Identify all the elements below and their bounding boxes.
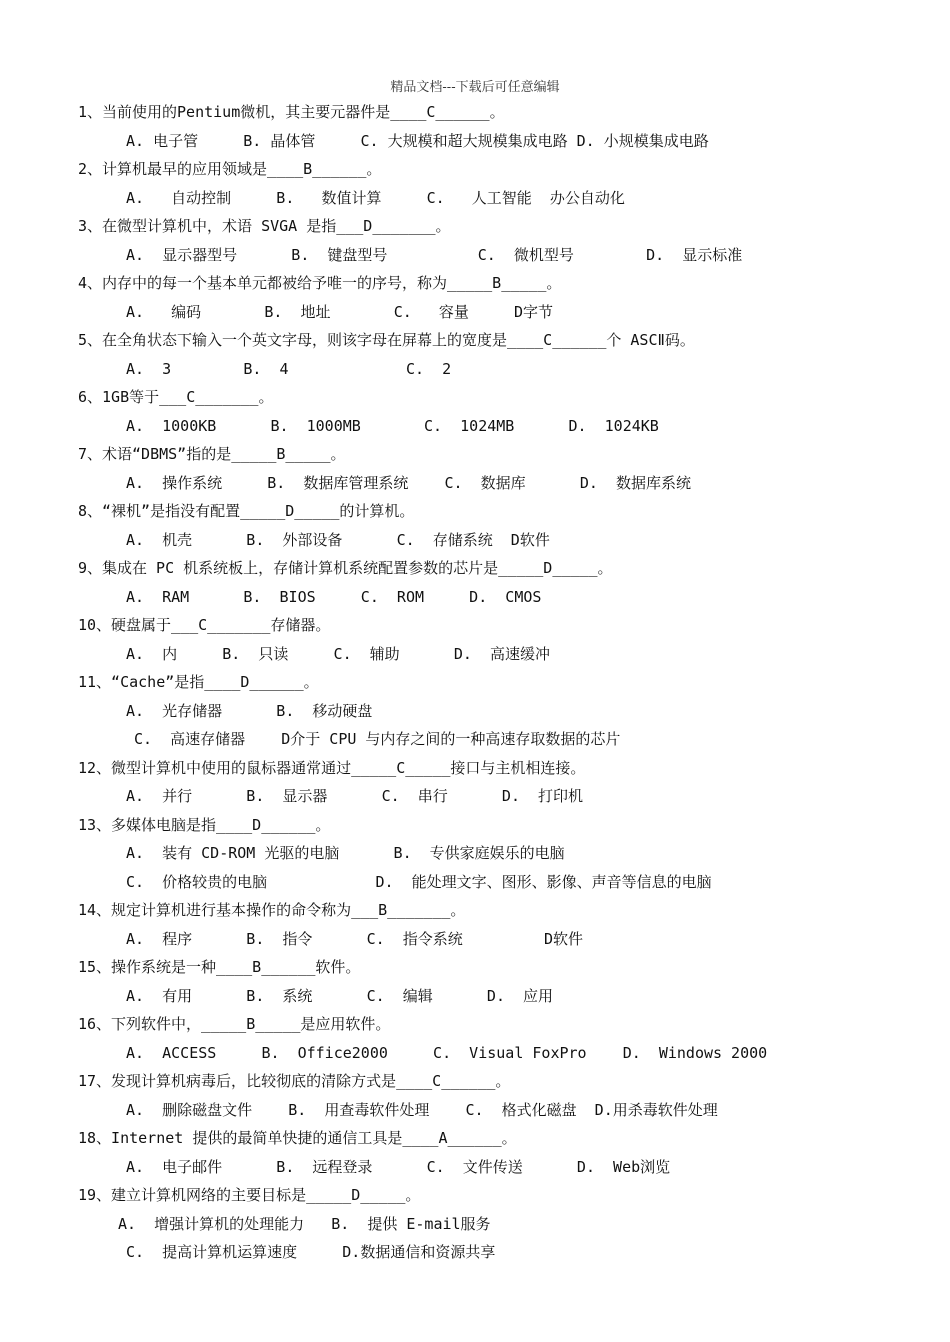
question-17: 17、发现计算机病毒后，比较彻底的清除方式是____C______。 [78, 1072, 511, 1090]
question-10: 10、硬盘属于___C_______存储器。 [78, 616, 331, 634]
options-15: A. 有用 B. 系统 C. 编辑 D. 应用 [126, 986, 554, 1005]
options-6: A. 1000KB B. 1000MB C. 1024MB D. 1024KB [126, 416, 659, 435]
question-4: 4、内存中的每一个基本单元都被给予唯一的序号，称为_____B_____。 [78, 274, 562, 292]
options-2: A. 自动控制 B. 数值计算 C. 人工智能 办公自动化 [126, 188, 625, 207]
question-12: 12、微型计算机中使用的鼠标器通常通过_____C_____接口与主机相连接。 [78, 758, 586, 777]
question-2: 2、计算机最早的应用领域是____B______。 [78, 160, 382, 178]
options-1: A. 电子管 B. 晶体管 C. 大规模和超大规模集成电路 D. 小规模集成电路 [126, 131, 709, 150]
question-5: 5、在全角状态下输入一个英文字母，则该字母在屏幕上的宽度是____C______个 ASCⅡ码。 [78, 331, 695, 349]
question-8: 8、“裸机”是指没有配置_____D_____的计算机。 [78, 502, 415, 520]
page-header: 精品文档---下载后可任意编辑 [390, 80, 560, 95]
options-13-b: C. 价格较贵的电脑 D. 能处理文字、图形、影像、声音等信息的电脑 [126, 872, 712, 891]
document-body [0, 98, 950, 1267]
options-18: A. 电子邮件 B. 远程登录 C. 文件传送 D. Web浏览 [126, 1157, 671, 1176]
question-7: 7、术语“DBMS”指的是_____B_____。 [78, 445, 346, 463]
options-9: A. RAM B. BIOS C. ROM D. CMOS [126, 587, 542, 606]
options-19-b: C. 提高计算机运算速度 D.数据通信和资源共享 [126, 1243, 496, 1261]
question-16: 16、下列软件中，_____B_____是应用软件。 [78, 1015, 391, 1033]
options-17: A. 删除磁盘文件 B. 用查毒软件处理 C. 格式化磁盘 D.用杀毒软件处理 [126, 1100, 718, 1119]
question-15: 15、操作系统是一种____B______软件。 [78, 958, 361, 976]
question-3: 3、在微型计算机中，术语 SVGA 是指___D_______。 [78, 217, 451, 235]
options-10: A. 内 B. 只读 C. 辅助 D. 高速缓冲 [126, 644, 550, 663]
options-11-a: A. 光存储器 B. 移动硬盘 [126, 701, 373, 720]
options-14: A. 程序 B. 指令 C. 指令系统 D软件 [126, 929, 584, 948]
options-11-b: C. 高速存储器 D介于 CPU 与内存之间的一种高速存取数据的芯片 [134, 730, 621, 748]
question-1: 1、当前使用的Pentium微机，其主要元器件是____C______。 [78, 103, 505, 121]
options-4: A. 编码 B. 地址 C. 容量 D字节 [126, 302, 554, 321]
question-19: 19、建立计算机网络的主要目标是_____D_____。 [78, 1186, 421, 1204]
options-13-a: A. 装有 CD-ROM 光驱的电脑 B. 专供家庭娱乐的电脑 [126, 844, 565, 862]
options-16: A. ACCESS B. Office2000 C. Visual FoxPro D. Windows 2000 [126, 1043, 768, 1062]
options-12: A. 并行 B. 显示器 C. 串行 D. 打印机 [126, 787, 584, 805]
options-3: A. 显示器型号 B. 键盘型号 C. 微机型号 D. 显示标准 [126, 245, 743, 264]
question-18: 18、Internet 提供的最简单快捷的通信工具是____A______。 [78, 1129, 517, 1147]
question-13: 13、多媒体电脑是指____D______。 [78, 815, 331, 834]
question-11: 11、“Cache”是指____D______。 [78, 673, 319, 691]
options-8: A. 机壳 B. 外部设备 C. 存储系统 D软件 [126, 530, 550, 549]
options-7: A. 操作系统 B. 数据库管理系统 C. 数据库 D. 数据库系统 [126, 473, 691, 492]
question-6: 6、1GB等于___C_______。 [78, 388, 274, 406]
question-9: 9、集成在 PC 机系统板上，存储计算机系统配置参数的芯片是_____D_____。 [78, 559, 613, 577]
options-5: A. 3 B. 4 C. 2 [126, 359, 452, 378]
options-19-a: A. 增强计算机的处理能力 B. 提供 E-mail服务 [118, 1214, 491, 1233]
question-14: 14、规定计算机进行基本操作的命令称为___B_______。 [78, 901, 466, 919]
